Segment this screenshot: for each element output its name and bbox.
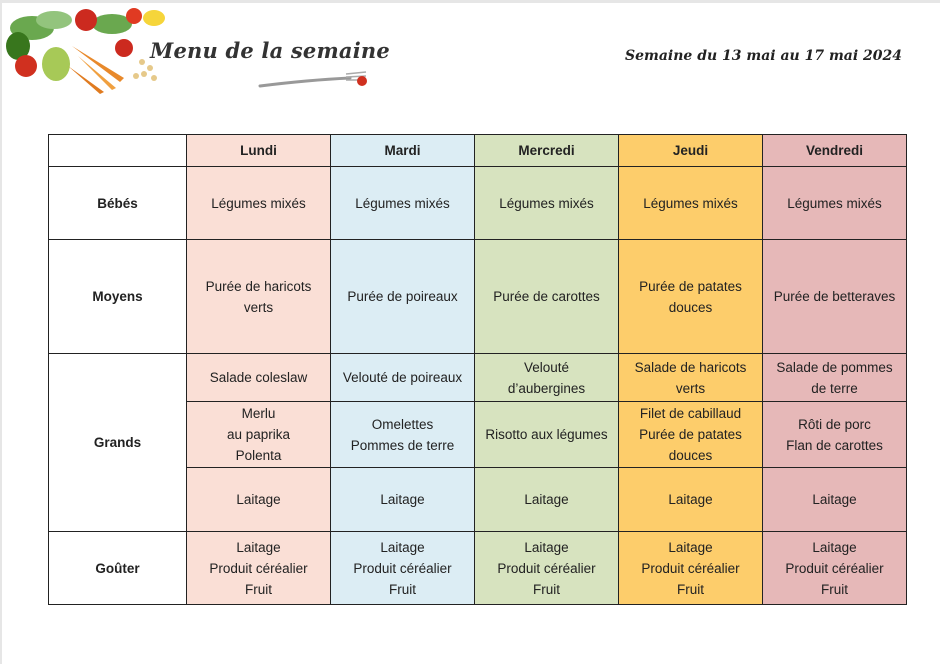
meal-line: verts bbox=[675, 380, 706, 396]
meal-line: Salade de haricots bbox=[634, 359, 747, 375]
meal-cell bbox=[331, 240, 475, 354]
meal-line: Omelettes bbox=[371, 416, 434, 432]
group-label-moyens: Moyens bbox=[49, 240, 187, 354]
day-header-jeudi: Jeudi bbox=[619, 135, 763, 167]
meal-line: Fruit bbox=[389, 581, 416, 597]
meal-cell bbox=[475, 532, 619, 605]
meal-line: Légumes mixés bbox=[355, 195, 450, 211]
meal-cell bbox=[187, 354, 331, 402]
meal-line: Purée de betteraves bbox=[773, 289, 896, 304]
meal-cell bbox=[187, 240, 331, 354]
meal-cell bbox=[475, 468, 619, 532]
meal-line: Légumes mixés bbox=[643, 195, 738, 211]
meal-line: Velouté bbox=[523, 359, 570, 375]
meal-cell bbox=[763, 167, 907, 240]
meal-line: au paprika bbox=[226, 427, 291, 442]
meal-line: Laitage bbox=[524, 492, 569, 507]
meal-line: Fruit bbox=[821, 581, 848, 597]
meal-line: Fruit bbox=[533, 581, 560, 597]
meal-line: douces bbox=[668, 299, 713, 315]
meal-line: Laitage bbox=[524, 539, 569, 555]
meal-cell bbox=[619, 354, 763, 402]
meal-line: Laitage bbox=[380, 539, 425, 555]
meal-line: Produit céréalier bbox=[353, 560, 452, 576]
meal-cell bbox=[619, 468, 763, 532]
row-gouter bbox=[49, 532, 907, 605]
meal-line: Flan de carottes bbox=[786, 437, 883, 453]
group-label-grands: Grands bbox=[49, 354, 187, 532]
meal-line: Laitage bbox=[236, 539, 281, 555]
meal-line: douces bbox=[668, 448, 713, 463]
meal-line: Légumes mixés bbox=[499, 195, 594, 211]
meal-cell bbox=[187, 468, 331, 532]
day-header-vendredi: Vendredi bbox=[763, 135, 907, 167]
row-bebes bbox=[49, 167, 907, 240]
meal-line: Fruit bbox=[677, 581, 704, 597]
meal-line: Salade coleslaw bbox=[209, 370, 308, 385]
meal-line: Laitage bbox=[668, 492, 713, 507]
meal-line: Laitage bbox=[812, 539, 857, 555]
group-label-gouter: Goûter bbox=[49, 532, 187, 605]
meal-cell bbox=[331, 468, 475, 532]
meal-line: Filet de cabillaud bbox=[639, 406, 742, 421]
day-header-mercredi: Mercredi bbox=[475, 135, 619, 167]
meal-cell bbox=[331, 354, 475, 402]
meal-cell bbox=[619, 402, 763, 468]
meal-cell bbox=[475, 167, 619, 240]
meal-line: Purée de haricots bbox=[205, 278, 312, 294]
meal-line: Purée de poireaux bbox=[347, 289, 458, 304]
meal-line: Rôti de porc bbox=[798, 416, 871, 432]
meal-line: Pommes de terre bbox=[350, 437, 455, 453]
meal-cell bbox=[331, 167, 475, 240]
meal-cell bbox=[619, 167, 763, 240]
meal-line: Merlu bbox=[241, 406, 276, 421]
meal-cell bbox=[619, 240, 763, 354]
meal-cell bbox=[619, 532, 763, 605]
day-header-row bbox=[49, 135, 907, 167]
meal-line: Polenta bbox=[235, 448, 282, 463]
meal-line: d’aubergines bbox=[507, 380, 586, 396]
vegetables-illustration bbox=[4, 6, 174, 94]
meal-line: verts bbox=[243, 299, 274, 315]
meal-line: Laitage bbox=[668, 539, 713, 555]
page-left-border bbox=[0, 0, 2, 664]
meal-cell bbox=[187, 402, 331, 468]
meal-line: Produit céréalier bbox=[209, 560, 308, 576]
row-moyens bbox=[49, 240, 907, 354]
meal-line: Purée de patates bbox=[639, 427, 742, 442]
meal-line: de terre bbox=[811, 380, 858, 396]
meal-cell bbox=[763, 354, 907, 402]
meal-line: Produit céréalier bbox=[785, 560, 884, 576]
meal-cell bbox=[187, 532, 331, 605]
menu-table bbox=[48, 134, 907, 605]
meal-cell bbox=[475, 240, 619, 354]
meal-cell bbox=[763, 402, 907, 468]
meal-line: Produit céréalier bbox=[497, 560, 596, 576]
meal-cell bbox=[475, 402, 619, 468]
page-title: Menu de la semaine bbox=[150, 38, 390, 63]
meal-cell bbox=[763, 240, 907, 354]
meal-line: Produit céréalier bbox=[641, 560, 740, 576]
meal-line: Légumes mixés bbox=[787, 195, 882, 211]
day-header-mardi: Mardi bbox=[331, 135, 475, 167]
meal-cell bbox=[187, 167, 331, 240]
meal-cell bbox=[331, 402, 475, 468]
meal-line: Purée de carottes bbox=[493, 289, 600, 304]
meal-line: Fruit bbox=[245, 581, 272, 597]
meal-line: Purée de patates bbox=[639, 278, 742, 294]
meal-line: Laitage bbox=[236, 492, 281, 507]
fork-icon bbox=[258, 68, 373, 90]
meal-line: Risotto aux légumes bbox=[485, 427, 608, 442]
table-corner bbox=[49, 135, 187, 167]
meal-cell bbox=[475, 354, 619, 402]
day-header-lundi: Lundi bbox=[187, 135, 331, 167]
meal-cell bbox=[763, 532, 907, 605]
group-label-bebes: Bébés bbox=[49, 167, 187, 240]
meal-cell bbox=[763, 468, 907, 532]
meal-line: Laitage bbox=[812, 492, 857, 507]
meal-line: Laitage bbox=[380, 492, 425, 507]
page-top-border bbox=[0, 0, 940, 3]
meal-line: Légumes mixés bbox=[211, 195, 306, 211]
meal-cell bbox=[331, 532, 475, 605]
meal-line: Salade de pommes bbox=[776, 359, 893, 375]
week-dates: Semaine du 13 mai au 17 mai 2024 bbox=[625, 48, 902, 64]
row-grands-entree bbox=[49, 354, 907, 402]
meal-line: Velouté de poireaux bbox=[342, 370, 463, 385]
